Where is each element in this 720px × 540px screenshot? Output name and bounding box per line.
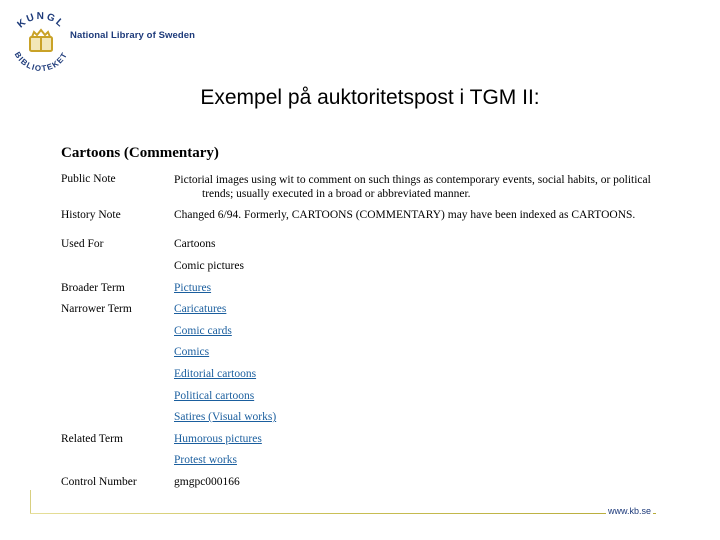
footer-rule (30, 513, 656, 514)
logo-arc-bottom-text: BIBLIOTEKET (12, 50, 70, 74)
public-note-line-2: trends; usually executed in a broad or abbreviated manner. (202, 188, 471, 200)
related-term-label: Related Term (61, 433, 123, 445)
used-for-item: Cartoons (174, 238, 216, 250)
narrower-term-label: Narrower Term (61, 303, 132, 315)
history-note-value: Changed 6/94. Formerly, CARTOONS (COMMENTARY) may have been indexed as CARTOONS. (174, 209, 636, 221)
svg-text:KUNGL (16, 11, 67, 31)
narrower-term-link-caricatures[interactable]: Caricatures (174, 303, 227, 315)
narrower-term-link-comics[interactable]: Comics (174, 346, 210, 358)
narrower-term-link-editorial-cartoons[interactable]: Editorial cartoons (174, 368, 257, 380)
narrower-term-link-comic-cards[interactable]: Comic cards (174, 325, 232, 337)
footer-url: www.kb.se (608, 506, 652, 516)
history-note-label: History Note (61, 209, 121, 221)
footer-rule-left (30, 490, 31, 514)
kb-logo-seal (6, 8, 76, 78)
used-for-item: Comic pictures (174, 260, 244, 272)
narrower-term-link-political-cartoons[interactable]: Political cartoons (174, 390, 255, 402)
org-name: National Library of Sweden (70, 30, 196, 41)
logo-arc-top-text: KUNGL (15, 10, 67, 31)
slide-title: Exempel på auktoritetspost i TGM II: (200, 86, 540, 109)
broader-term-label: Broader Term (61, 282, 125, 294)
book-crown-icon (30, 30, 52, 51)
narrower-term-link-satires[interactable]: Satires (Visual works) (174, 411, 277, 423)
related-term-link-protest-works[interactable]: Protest works (174, 454, 237, 466)
related-term-link-humorous-pictures[interactable]: Humorous pictures (174, 433, 262, 445)
svg-text:BIBLIOTEKET (13, 50, 70, 73)
public-note-value (174, 173, 684, 201)
control-number-label: Control Number (61, 476, 137, 488)
control-number-value: gmgpc000166 (174, 476, 240, 488)
record-heading: Cartoons (Commentary) (61, 145, 219, 161)
public-note-line-1: Pictorial images using wit to comment on such things as contemporary events, social habits, or political (174, 174, 651, 186)
used-for-label: Used For (61, 238, 104, 250)
public-note-label: Public Note (61, 173, 116, 185)
broader-term-link-pictures[interactable]: Pictures (174, 282, 212, 294)
